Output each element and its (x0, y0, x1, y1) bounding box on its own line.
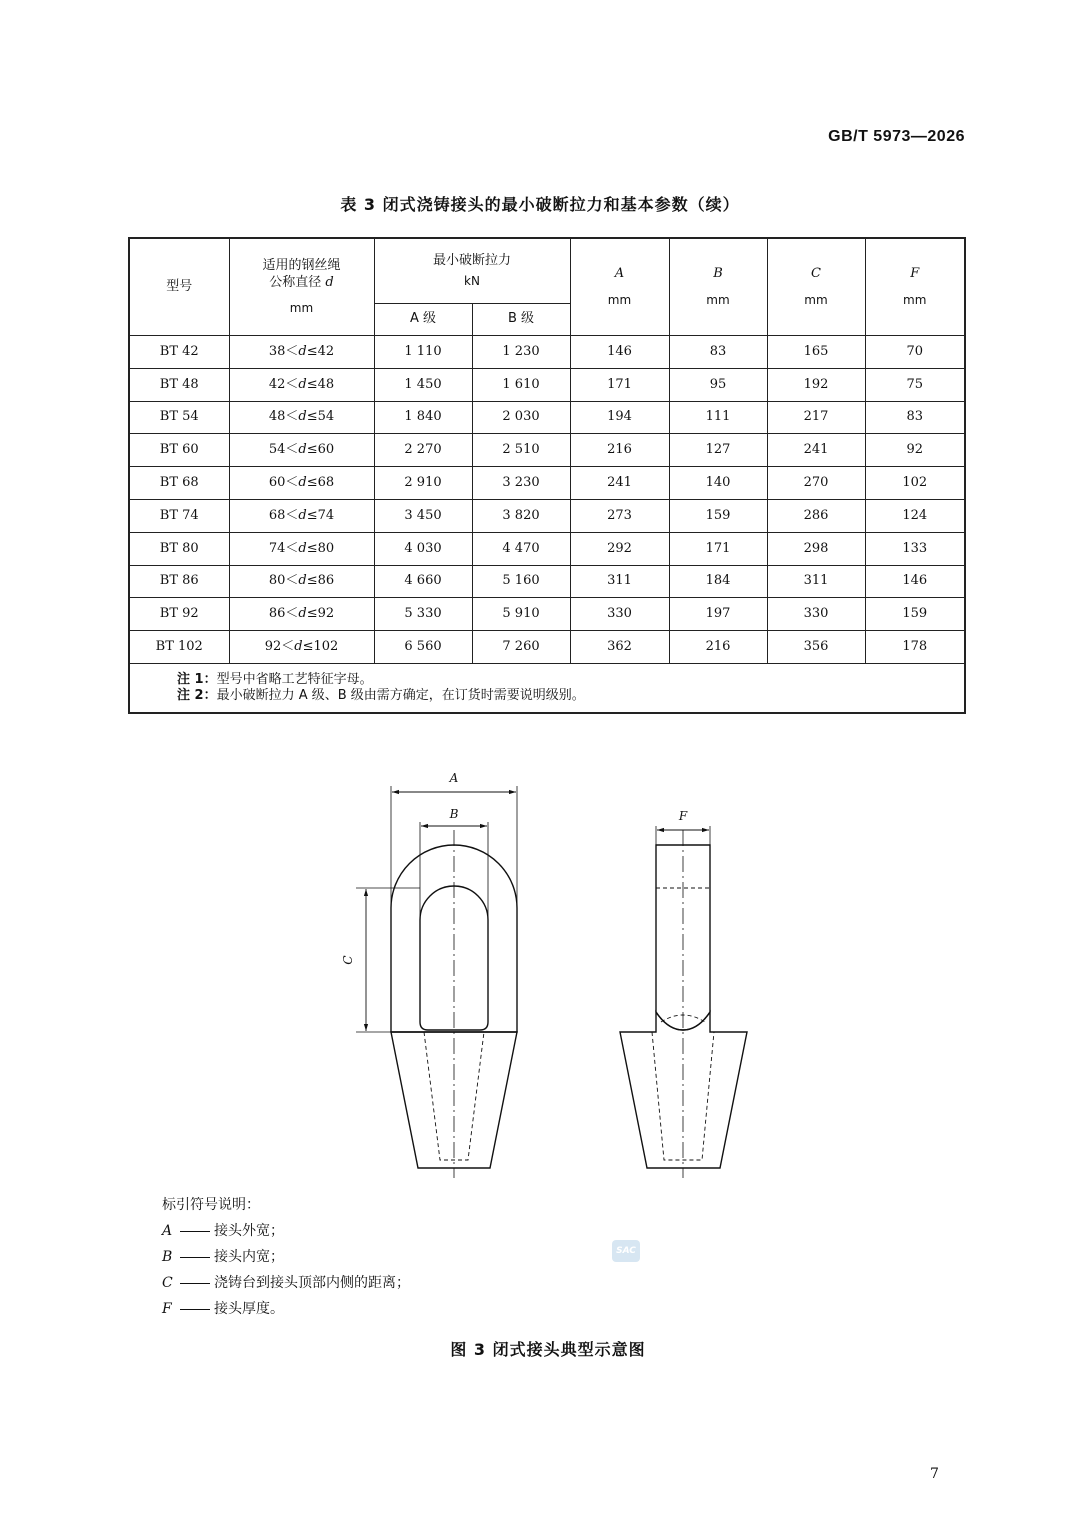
header-dim-a-label: A (614, 266, 625, 282)
legend-symbol: C (162, 1275, 173, 1291)
table-cell: 241 (767, 434, 865, 467)
table-cell: 102 (865, 467, 965, 500)
table-cell: 4 660 (374, 565, 472, 598)
table-cell: 286 (767, 499, 865, 532)
table-body (129, 336, 965, 664)
table-cell: 133 (865, 532, 965, 565)
table-cell: 124 (865, 499, 965, 532)
table-cell: 171 (669, 532, 767, 565)
note-1-label: 注 1： (177, 671, 217, 687)
dim-a-label: A (449, 771, 459, 785)
legend-text: 接头内宽； (214, 1249, 284, 1265)
table-cell: 4 030 (374, 532, 472, 565)
table-cell: 92 (865, 434, 965, 467)
table-cell: 1 450 (374, 368, 472, 401)
legend-item (162, 1270, 410, 1296)
header-dim-f-label: F (910, 266, 920, 282)
dim-c-label: C (341, 955, 355, 965)
note-1-text: 型号中省略工艺特征字母。 (216, 671, 373, 687)
table-cell: 1 230 (472, 336, 570, 369)
note-2-label: 注 2： (177, 688, 217, 704)
table-cell: BT 86 (129, 565, 229, 598)
parameters-table (128, 237, 966, 714)
table-cell: 95 (669, 368, 767, 401)
table-cell: 197 (669, 598, 767, 631)
table-cell: 273 (570, 499, 669, 532)
header-dim-a (570, 238, 669, 336)
standard-number: GB/T 5973—2026 (828, 128, 965, 145)
table-cell: 311 (570, 565, 669, 598)
table-cell: 140 (669, 467, 767, 500)
table-cell: 83 (669, 336, 767, 369)
table-cell: 171 (570, 368, 669, 401)
header-dim-b-unit: mm (706, 292, 730, 307)
legend-symbol: A (162, 1223, 173, 1239)
table-cell: 60＜d≤68 (229, 467, 374, 500)
table-cell: 184 (669, 565, 767, 598)
table-cell: 75 (865, 368, 965, 401)
table-notes (129, 663, 965, 713)
table-cell: 3 820 (472, 499, 570, 532)
legend-item (162, 1244, 410, 1270)
table-cell: 146 (570, 336, 669, 369)
table-cell: 86＜d≤92 (229, 598, 374, 631)
table-cell: 3 450 (374, 499, 472, 532)
table-cell: 270 (767, 467, 865, 500)
table-cell: 38＜d≤42 (229, 336, 374, 369)
header-grade-a: A 级 (374, 304, 472, 336)
table-cell: 68＜d≤74 (229, 499, 374, 532)
page-number: 7 (930, 1466, 939, 1482)
table-cell: 311 (767, 565, 865, 598)
table-cell: 2 270 (374, 434, 472, 467)
legend-symbol: F (162, 1301, 172, 1317)
header-dim-c (767, 238, 865, 336)
table-cell: 1 110 (374, 336, 472, 369)
table-cell: BT 42 (129, 336, 229, 369)
table-cell: 362 (570, 631, 669, 664)
table-cell: 92＜d≤102 (229, 631, 374, 664)
sac-watermark-logo: SAC (612, 1240, 640, 1262)
note-2-text: 最小破断拉力 A 级、B 级由需方确定，在订货时需要说明级别。 (216, 688, 585, 704)
table-cell: 83 (865, 401, 965, 434)
header-force (374, 238, 570, 304)
header-force-unit: kN (464, 273, 480, 288)
dim-b-label: B (449, 807, 459, 821)
figure-caption: 图 3 闭式接头典型示意图 (450, 1340, 646, 1359)
table-cell: 216 (570, 434, 669, 467)
table-cell: 127 (669, 434, 767, 467)
table-cell: 5 910 (472, 598, 570, 631)
table-cell: 292 (570, 532, 669, 565)
table-cell: 165 (767, 336, 865, 369)
table-cell: 80＜d≤86 (229, 565, 374, 598)
table-cell: 3 230 (472, 467, 570, 500)
table-cell: 111 (669, 401, 767, 434)
table-cell: 356 (767, 631, 865, 664)
table-row (129, 565, 965, 598)
header-force-label: 最小破断拉力 (432, 253, 511, 269)
closed-socket-diagram (330, 760, 770, 1190)
legend-title: 标引符号说明： (162, 1197, 260, 1213)
table-cell: BT 92 (129, 598, 229, 631)
legend-text: 接头外宽； (214, 1223, 284, 1239)
table-cell: 6 560 (374, 631, 472, 664)
table-cell: 330 (570, 598, 669, 631)
table-row (129, 532, 965, 565)
table-cell: 192 (767, 368, 865, 401)
legend (162, 1192, 410, 1322)
header-grade-b: B 级 (472, 304, 570, 336)
table-cell: BT 68 (129, 467, 229, 500)
table-row (129, 368, 965, 401)
table-cell: 241 (570, 467, 669, 500)
header-diameter-line2: 公称直径 (269, 274, 322, 290)
table-cell: 159 (865, 598, 965, 631)
legend-symbol: B (162, 1249, 173, 1265)
legend-item (162, 1218, 410, 1244)
table-cell: 2 910 (374, 467, 472, 500)
table-row (129, 434, 965, 467)
table-cell: 54＜d≤60 (229, 434, 374, 467)
table-cell: BT 48 (129, 368, 229, 401)
table-cell: 1 840 (374, 401, 472, 434)
table-cell: BT 80 (129, 532, 229, 565)
table-cell: BT 74 (129, 499, 229, 532)
header-dim-b (669, 238, 767, 336)
table-cell: 216 (669, 631, 767, 664)
front-inner-opening (420, 886, 488, 1030)
legend-text: 接头厚度。 (214, 1301, 284, 1317)
legend-item (162, 1296, 410, 1322)
table-cell: 48＜d≤54 (229, 401, 374, 434)
header-diameter-symbol: d (325, 274, 334, 290)
header-dim-c-unit: mm (804, 292, 828, 307)
header-model: 型号 (129, 238, 229, 336)
table-cell: 4 470 (472, 532, 570, 565)
header-dim-f-unit: mm (903, 292, 927, 307)
table-cell: 159 (669, 499, 767, 532)
table-cell: BT 102 (129, 631, 229, 664)
table-cell: 2 030 (472, 401, 570, 434)
table-cell: 42＜d≤48 (229, 368, 374, 401)
table-cell: BT 54 (129, 401, 229, 434)
table-row (129, 336, 965, 369)
table-cell: 70 (865, 336, 965, 369)
table-cell: 194 (570, 401, 669, 434)
header-diameter (229, 238, 374, 336)
legend-text: 浇铸台到接头顶部内侧的距离； (214, 1275, 410, 1291)
header-dim-f (865, 238, 965, 336)
table-cell: 2 510 (472, 434, 570, 467)
header-diameter-line1: 适用的钢丝绳 (262, 258, 341, 274)
table-cell: 178 (865, 631, 965, 664)
table-cell: 1 610 (472, 368, 570, 401)
table-title: 表 3 闭式浇铸接头的最小破断拉力和基本参数（续） (340, 195, 740, 214)
side-base (620, 1012, 747, 1168)
header-dim-a-unit: mm (607, 292, 632, 307)
table-cell: 298 (767, 532, 865, 565)
table-cell: 74＜d≤80 (229, 532, 374, 565)
table-row (129, 631, 965, 664)
table-row (129, 499, 965, 532)
table-cell: 330 (767, 598, 865, 631)
table-row (129, 401, 965, 434)
header-dim-c-label: C (811, 266, 821, 282)
dim-f-label: F (678, 809, 688, 823)
table-cell: 7 260 (472, 631, 570, 664)
header-diameter-unit: mm (289, 300, 314, 315)
table-row (129, 598, 965, 631)
table-row (129, 467, 965, 500)
header-dim-b-label: B (713, 266, 723, 282)
table-cell: 217 (767, 401, 865, 434)
table-cell: BT 60 (129, 434, 229, 467)
table-cell: 146 (865, 565, 965, 598)
table-cell: 5 160 (472, 565, 570, 598)
table-cell: 5 330 (374, 598, 472, 631)
